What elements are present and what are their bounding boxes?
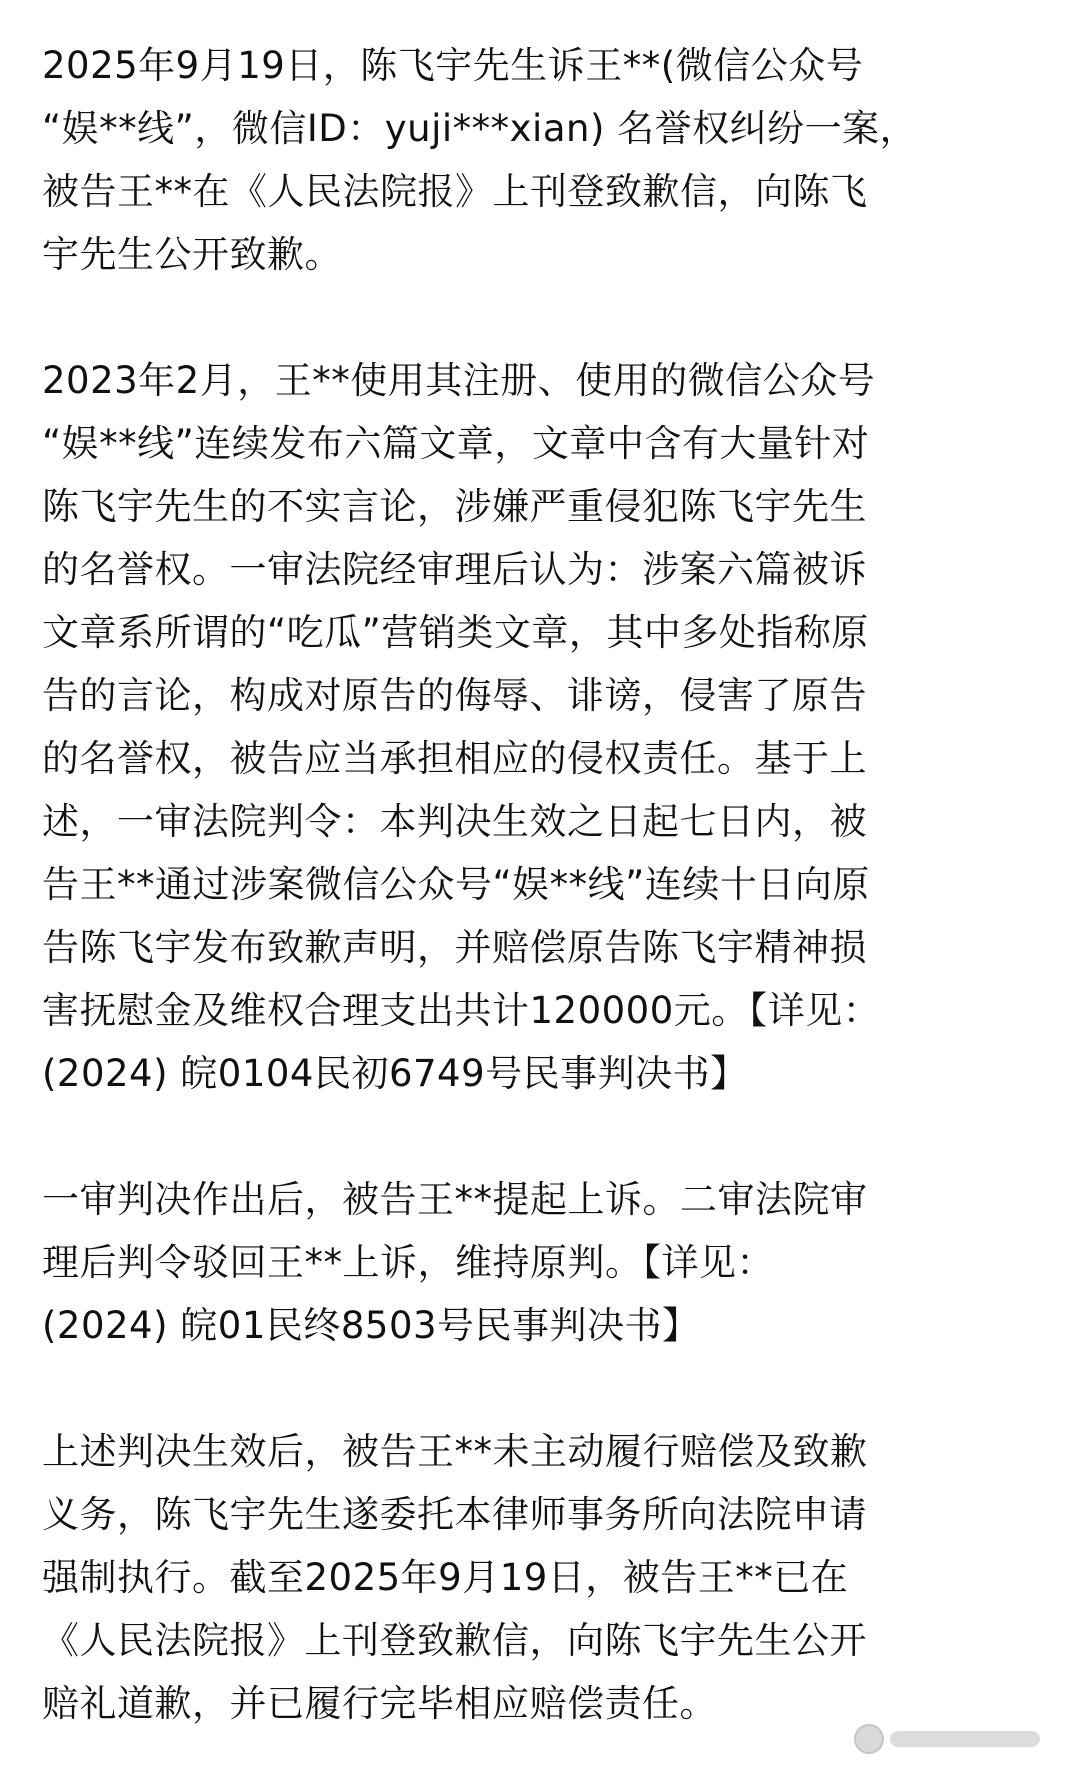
text-line: 义务，陈飞宇先生遂委托本律师事务所向法院申请: [42, 1493, 867, 1536]
text-line: 理后判令驳回王**上诉，维持原判。【详见：: [42, 1241, 774, 1284]
text-line: 2025年9月19日，陈飞宇先生诉王**(微信公众号: [42, 44, 864, 87]
text-line: 《人民法院报》上刊登致歉信，向陈飞宇先生公开: [42, 1619, 867, 1662]
text-line: 述，一审法院判令：本判决生效之日起七日内，被: [42, 800, 867, 843]
text-line: 赔礼道歉，并已履行完毕相应赔偿责任。: [42, 1682, 717, 1725]
text-line: 的名誉权。一审法院经审理后认为：涉案六篇被诉: [42, 548, 867, 591]
text-line: “娱**线”，微信ID：yuji***xian) 名誉权纠纷一案，: [42, 107, 918, 150]
text-line: 告王**通过涉案微信公众号“娱**线”连续十日向原: [42, 863, 870, 906]
paragraph-appeal: [42, 1168, 1040, 1357]
watermark-username-blur: [890, 1731, 1040, 1747]
paragraph-enforcement: [42, 1420, 1040, 1735]
text-line: 被告王**在《人民法院报》上刊登致歉信，向陈飞: [42, 170, 868, 213]
paragraph-intro: [42, 34, 1040, 286]
text-line: 强制执行。截至2025年9月19日，被告王**已在: [42, 1556, 849, 1599]
text-line: (2024) 皖01民终8503号民事判决书】: [42, 1304, 700, 1347]
text-line: 文章系所谓的“吃瓜”营销类文章，其中多处指称原: [42, 611, 869, 654]
text-line: 的名誉权，被告应当承担相应的侵权责任。基于上: [42, 737, 867, 780]
text-line: (2024) 皖0104民初6749号民事判决书】: [42, 1052, 748, 1095]
text-line: 上述判决生效后，被告王**未主动履行赔偿及致歉: [42, 1430, 868, 1473]
text-line: 告的言论，构成对原告的侮辱、诽谤，侵害了原告: [42, 674, 867, 717]
text-line: 陈飞宇先生的不实言论，涉嫌严重侵犯陈飞宇先生: [42, 485, 867, 528]
text-line: 害抚慰金及维权合理支出共计120000元。【详见：: [42, 989, 881, 1032]
text-line: 告陈飞宇发布致歉声明，并赔偿原告陈飞宇精神损: [42, 926, 867, 969]
weibo-logo-icon: [854, 1724, 884, 1754]
text-line: 一审判决作出后，被告王**提起上诉。二审法院审: [42, 1178, 868, 1221]
paragraph-first-instance: [42, 349, 1040, 1105]
text-line: “娱**线”连续发布六篇文章，文章中含有大量针对: [42, 422, 870, 465]
text-line: 2023年2月，王**使用其注册、使用的微信公众号: [42, 359, 876, 402]
watermark: [854, 1724, 1040, 1754]
text-line: 宇先生公开致歉。: [42, 233, 342, 276]
